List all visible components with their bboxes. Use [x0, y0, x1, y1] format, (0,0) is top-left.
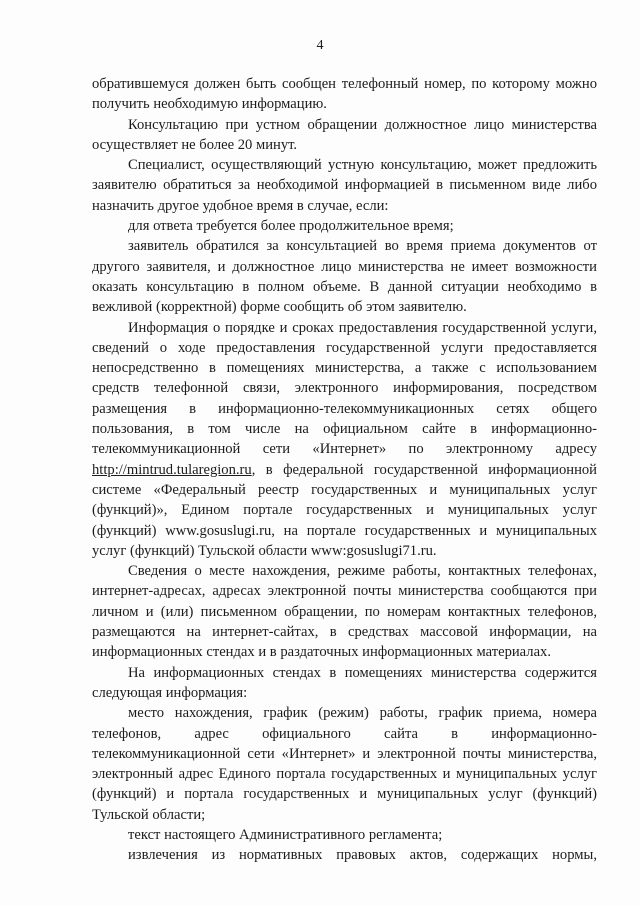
paragraph-contact-details: Сведения о месте нахождения, режиме работы, контактных телефонах, интернет-адресах, адресах электронной почты министерства сообщаются при личном и (или) письменном обращении, по номерам контактных телефонов, размещаются на интернет-сайтах, в средствах массовой информации, на информационных стендах и в раздаточных информационных материалах.: [92, 563, 597, 661]
list-item-location-schedule: место нахождения, график (режим) работы, график приема, номера телефонов, адрес официального сайта в информационно-телекоммуникационной сети «Интернет» и электронной почты министерства, электронный адрес Единого портала государственных и муниципальных услуг (функций) и портала государственных и муниципальных услуг (функций) Тульской области;: [92, 705, 597, 823]
paragraph-phone-info: обратившемуся должен быть сообщен телефонный номер, по которому можно получить необходимую информацию.: [92, 76, 597, 113]
paragraph-info-procedure-end: , в федеральной государственной информационной системе «Федеральный реестр государственных и муниципальных услуг (функций)», Едином портале государственных и муниципальных услуг (функций) www.gosuslugi.ru, на портале государственных и муниципальных услуг (функций) Тульской области www:gosuslugi71.ru.: [92, 461, 597, 559]
mintrud-website-link[interactable]: http://mintrud.tularegion.ru: [92, 461, 252, 478]
list-item-regulation-text: текст настоящего Административного регламента;: [128, 826, 443, 843]
paragraph-info-stands: На информационных стендах в помещениях министерства содержится следующая информация:: [92, 664, 597, 701]
paragraph-info-procedure: [92, 318, 597, 562]
list-item-legal-extracts: извлечения из нормативных правовых актов, содержащих нормы,: [128, 847, 597, 864]
paragraph-case-other-applicant: заявитель обратился за консультацией во время приема документов от другого заявителя, и должностное лицо министерства не имеет возможности оказать консультацию в полном объеме. В данной ситуации необходимо в вежливой (корректной) форме сообщить об этом заявителю.: [92, 238, 597, 316]
paragraph-case-long-time: для ответа требуется более продолжительное время;: [128, 218, 454, 235]
document-body: [92, 74, 597, 866]
page-number: 4: [316, 38, 324, 53]
paragraph-specialist: Специалист, осуществляющий устную консультацию, может предложить заявителю обратиться за необходимой информацией в письменном виде либо назначить другое удобное время в случае, если:: [92, 157, 597, 214]
paragraph-info-procedure-start: Информация о порядке и сроках предоставления государственной услуги, сведений о ходе предоставления государственной услуги предоставляется непосредственно в помещениях министерства, а также с использованием средств телефонной связи, электронного информирования, посредством размещения в информационно-телекоммуникационных сетях общего пользования, в том числе на официальном сайте в информационно-телекоммуникационной сети «Интернет» по электронному адресу: [92, 319, 597, 458]
paragraph-consultation-time: Консультацию при устном обращении должностное лицо министерства осуществляет не более 20 минут.: [92, 116, 597, 153]
